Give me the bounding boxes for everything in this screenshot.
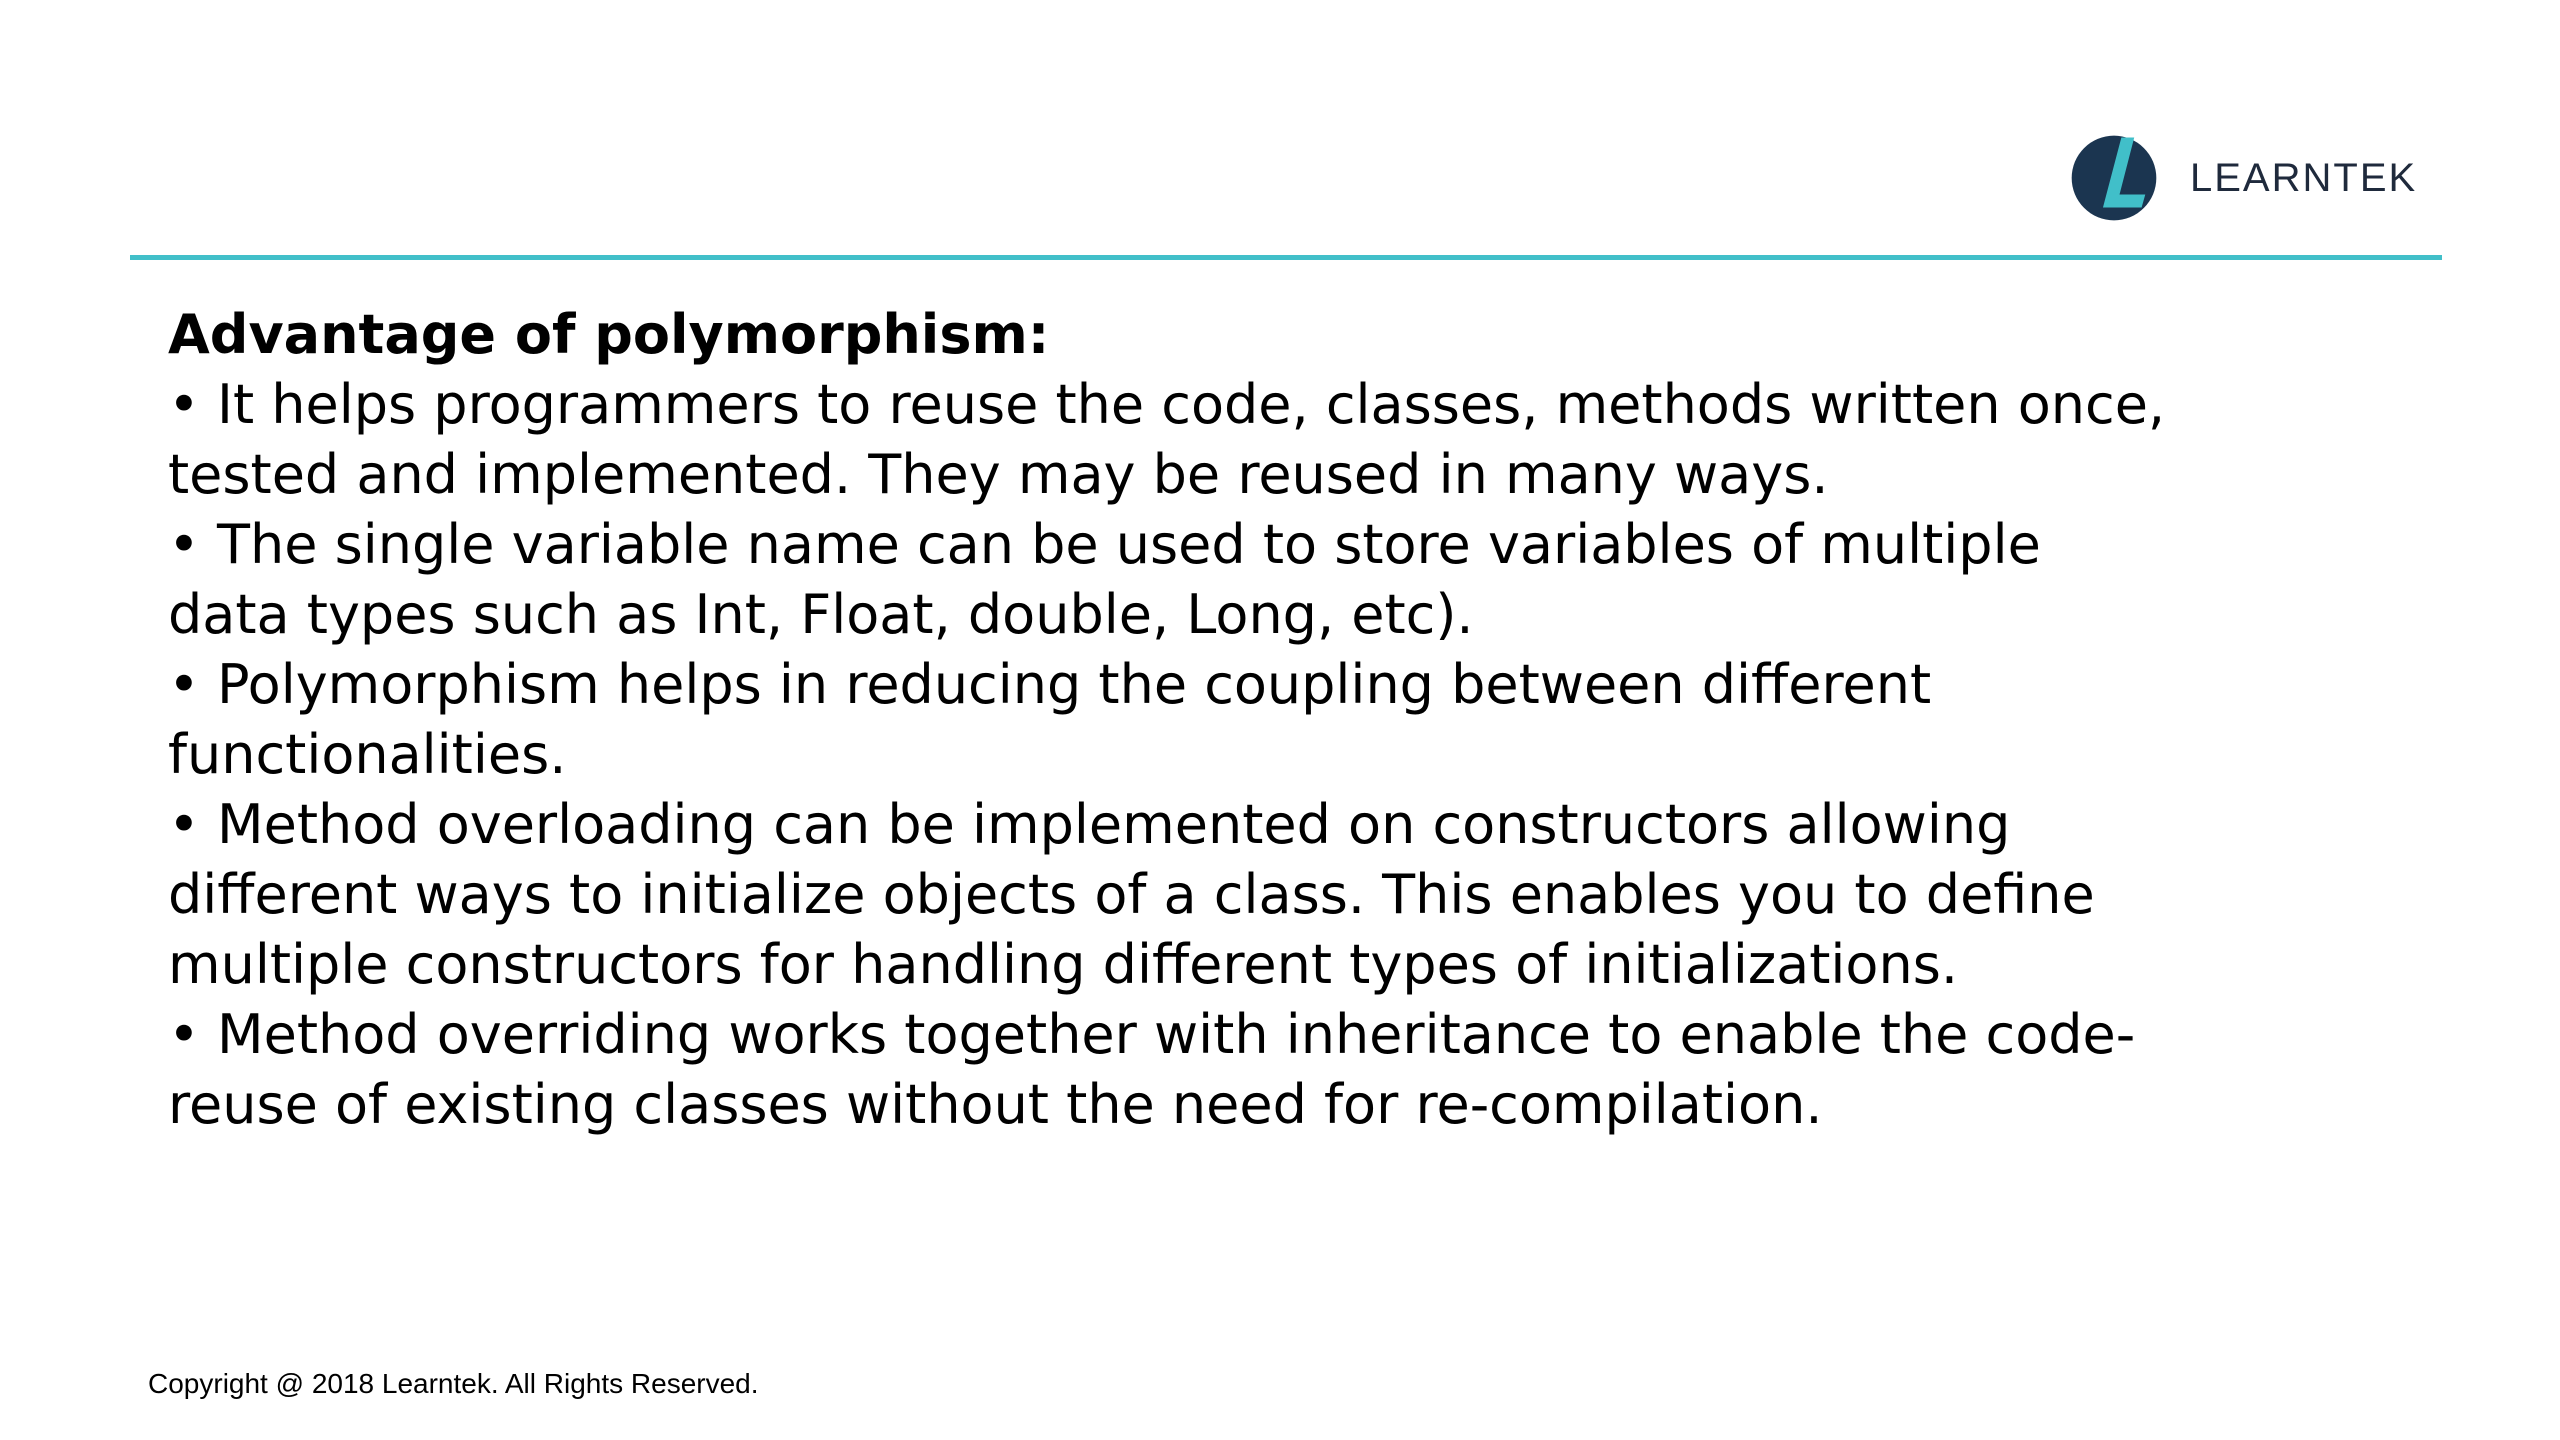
logo-text: LEARNTEK bbox=[2190, 156, 2418, 200]
header-divider bbox=[130, 255, 2442, 260]
copyright-footer: Copyright @ 2018 Learntek. All Rights Reserved. bbox=[148, 1368, 759, 1399]
bullet-item: • Method overriding works together with inheritance to enable the code-reuse of existing classes without the need for re-compilation. bbox=[168, 1003, 2136, 1136]
bullet-item: • Method overloading can be implemented on constructors allowing different ways to initialize objects of a class. This enables you to define multiple constructors for handling different types of initializations. bbox=[168, 793, 2095, 996]
slide-heading: Advantage of polymorphism: bbox=[168, 303, 1050, 366]
bullet-item: • It helps programmers to reuse the code, classes, methods written once, tested and implemented. They may be reused in many ways. bbox=[168, 373, 2166, 506]
bullet-item: • The single variable name can be used to store variables of multiple data types such as Int, Float, double, Long, etc). bbox=[168, 513, 2041, 646]
bullet-item: • Polymorphism helps in reducing the coupling between different functionalities. bbox=[168, 653, 1932, 786]
slide-content bbox=[168, 300, 2168, 1140]
learntek-logo-icon bbox=[2068, 132, 2160, 224]
learntek-logo bbox=[2068, 132, 2417, 224]
bullet-list bbox=[168, 370, 2168, 1140]
